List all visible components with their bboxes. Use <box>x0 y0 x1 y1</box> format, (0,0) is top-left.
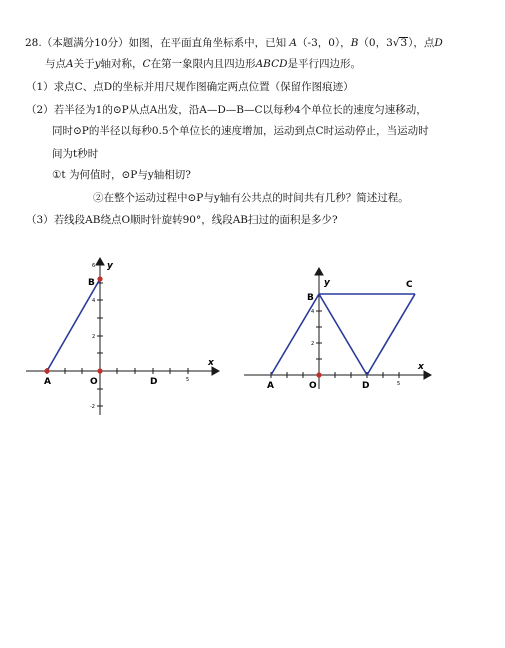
question-2-sub-2: ②在整个运动过程中⊙P与y轴有公共点的时间共有几秒？简述过程。 <box>93 192 409 204</box>
tick-label-x5: 5 <box>186 377 190 383</box>
label-x: x <box>208 358 214 368</box>
figure-1 <box>20 255 220 425</box>
label-O: O <box>90 377 98 387</box>
figure-1-axes <box>26 258 219 415</box>
tick-label-yn2: -2 <box>90 404 95 410</box>
x-axis-arrow <box>212 367 219 375</box>
y-axis-arrow <box>96 258 104 265</box>
x-axis-arrow <box>424 371 431 379</box>
problem-score: （本题满分10分） <box>41 37 129 49</box>
question-2-sub-1: ①t 为何值时，⊙P与y轴相切? <box>52 169 191 181</box>
tick-label-y2: 2 <box>92 334 96 340</box>
label-B: B <box>307 293 314 303</box>
label-A: A <box>267 381 274 391</box>
point-B <box>97 276 102 281</box>
question-3: （3）若线段AB绕点O顺时针旋转90°，线段AB扫过的面积是多少? <box>26 214 338 226</box>
label-D: D <box>362 381 370 391</box>
tick-label-y4: 4 <box>92 298 96 304</box>
point-O <box>97 368 102 373</box>
label-C: C <box>406 280 413 290</box>
tick-label-x5: 5 <box>397 381 401 387</box>
label-A: A <box>44 377 51 387</box>
tick-label-y2: 2 <box>311 341 315 347</box>
label-B: B <box>88 278 95 288</box>
tick-label-y4: 4 <box>311 309 315 315</box>
problem-number: 28. <box>25 37 42 49</box>
side-BD <box>319 294 367 375</box>
side-DC <box>367 294 415 375</box>
figure-2-axes <box>244 268 431 389</box>
y-axis-arrow <box>315 268 323 275</box>
stem-line-2: 与点A关于y轴对称，C在第一象限内且四边形ABCD是平行四边形。 <box>45 58 362 70</box>
question-2-line-3: 间为t秒时 <box>52 148 99 160</box>
point-A <box>44 368 49 373</box>
label-x: x <box>418 362 424 372</box>
question-2-line-1: （2）若半径为1的⊙P从点A出发，沿A—D—B—C以每秒4个单位长的速度匀速移动， <box>26 104 427 116</box>
parallelogram-ABCD <box>271 294 415 375</box>
tick-label-y6: 6 <box>92 263 96 269</box>
stem-line-1: 28.（本题满分10分）如图，在平面直角坐标系中，已知 A（-3，0），B（0，3√3），点D <box>25 37 443 49</box>
figure-2 <box>238 265 438 395</box>
side-AB <box>271 294 319 375</box>
point-O <box>316 372 321 377</box>
question-2-line-2: 同时⊙P的半径以每秒0.5个单位长的速度增加，运动到点C时运动停止，当运动时 <box>52 125 429 137</box>
label-D: D <box>150 377 158 387</box>
label-O: O <box>309 381 317 391</box>
question-1: （1）求点C、点D的坐标并用尺规作图确定两点位置（保留作图痕迹） <box>26 81 354 93</box>
segment-AB <box>47 279 100 371</box>
label-y: y <box>324 278 330 288</box>
label-y: y <box>107 261 113 271</box>
